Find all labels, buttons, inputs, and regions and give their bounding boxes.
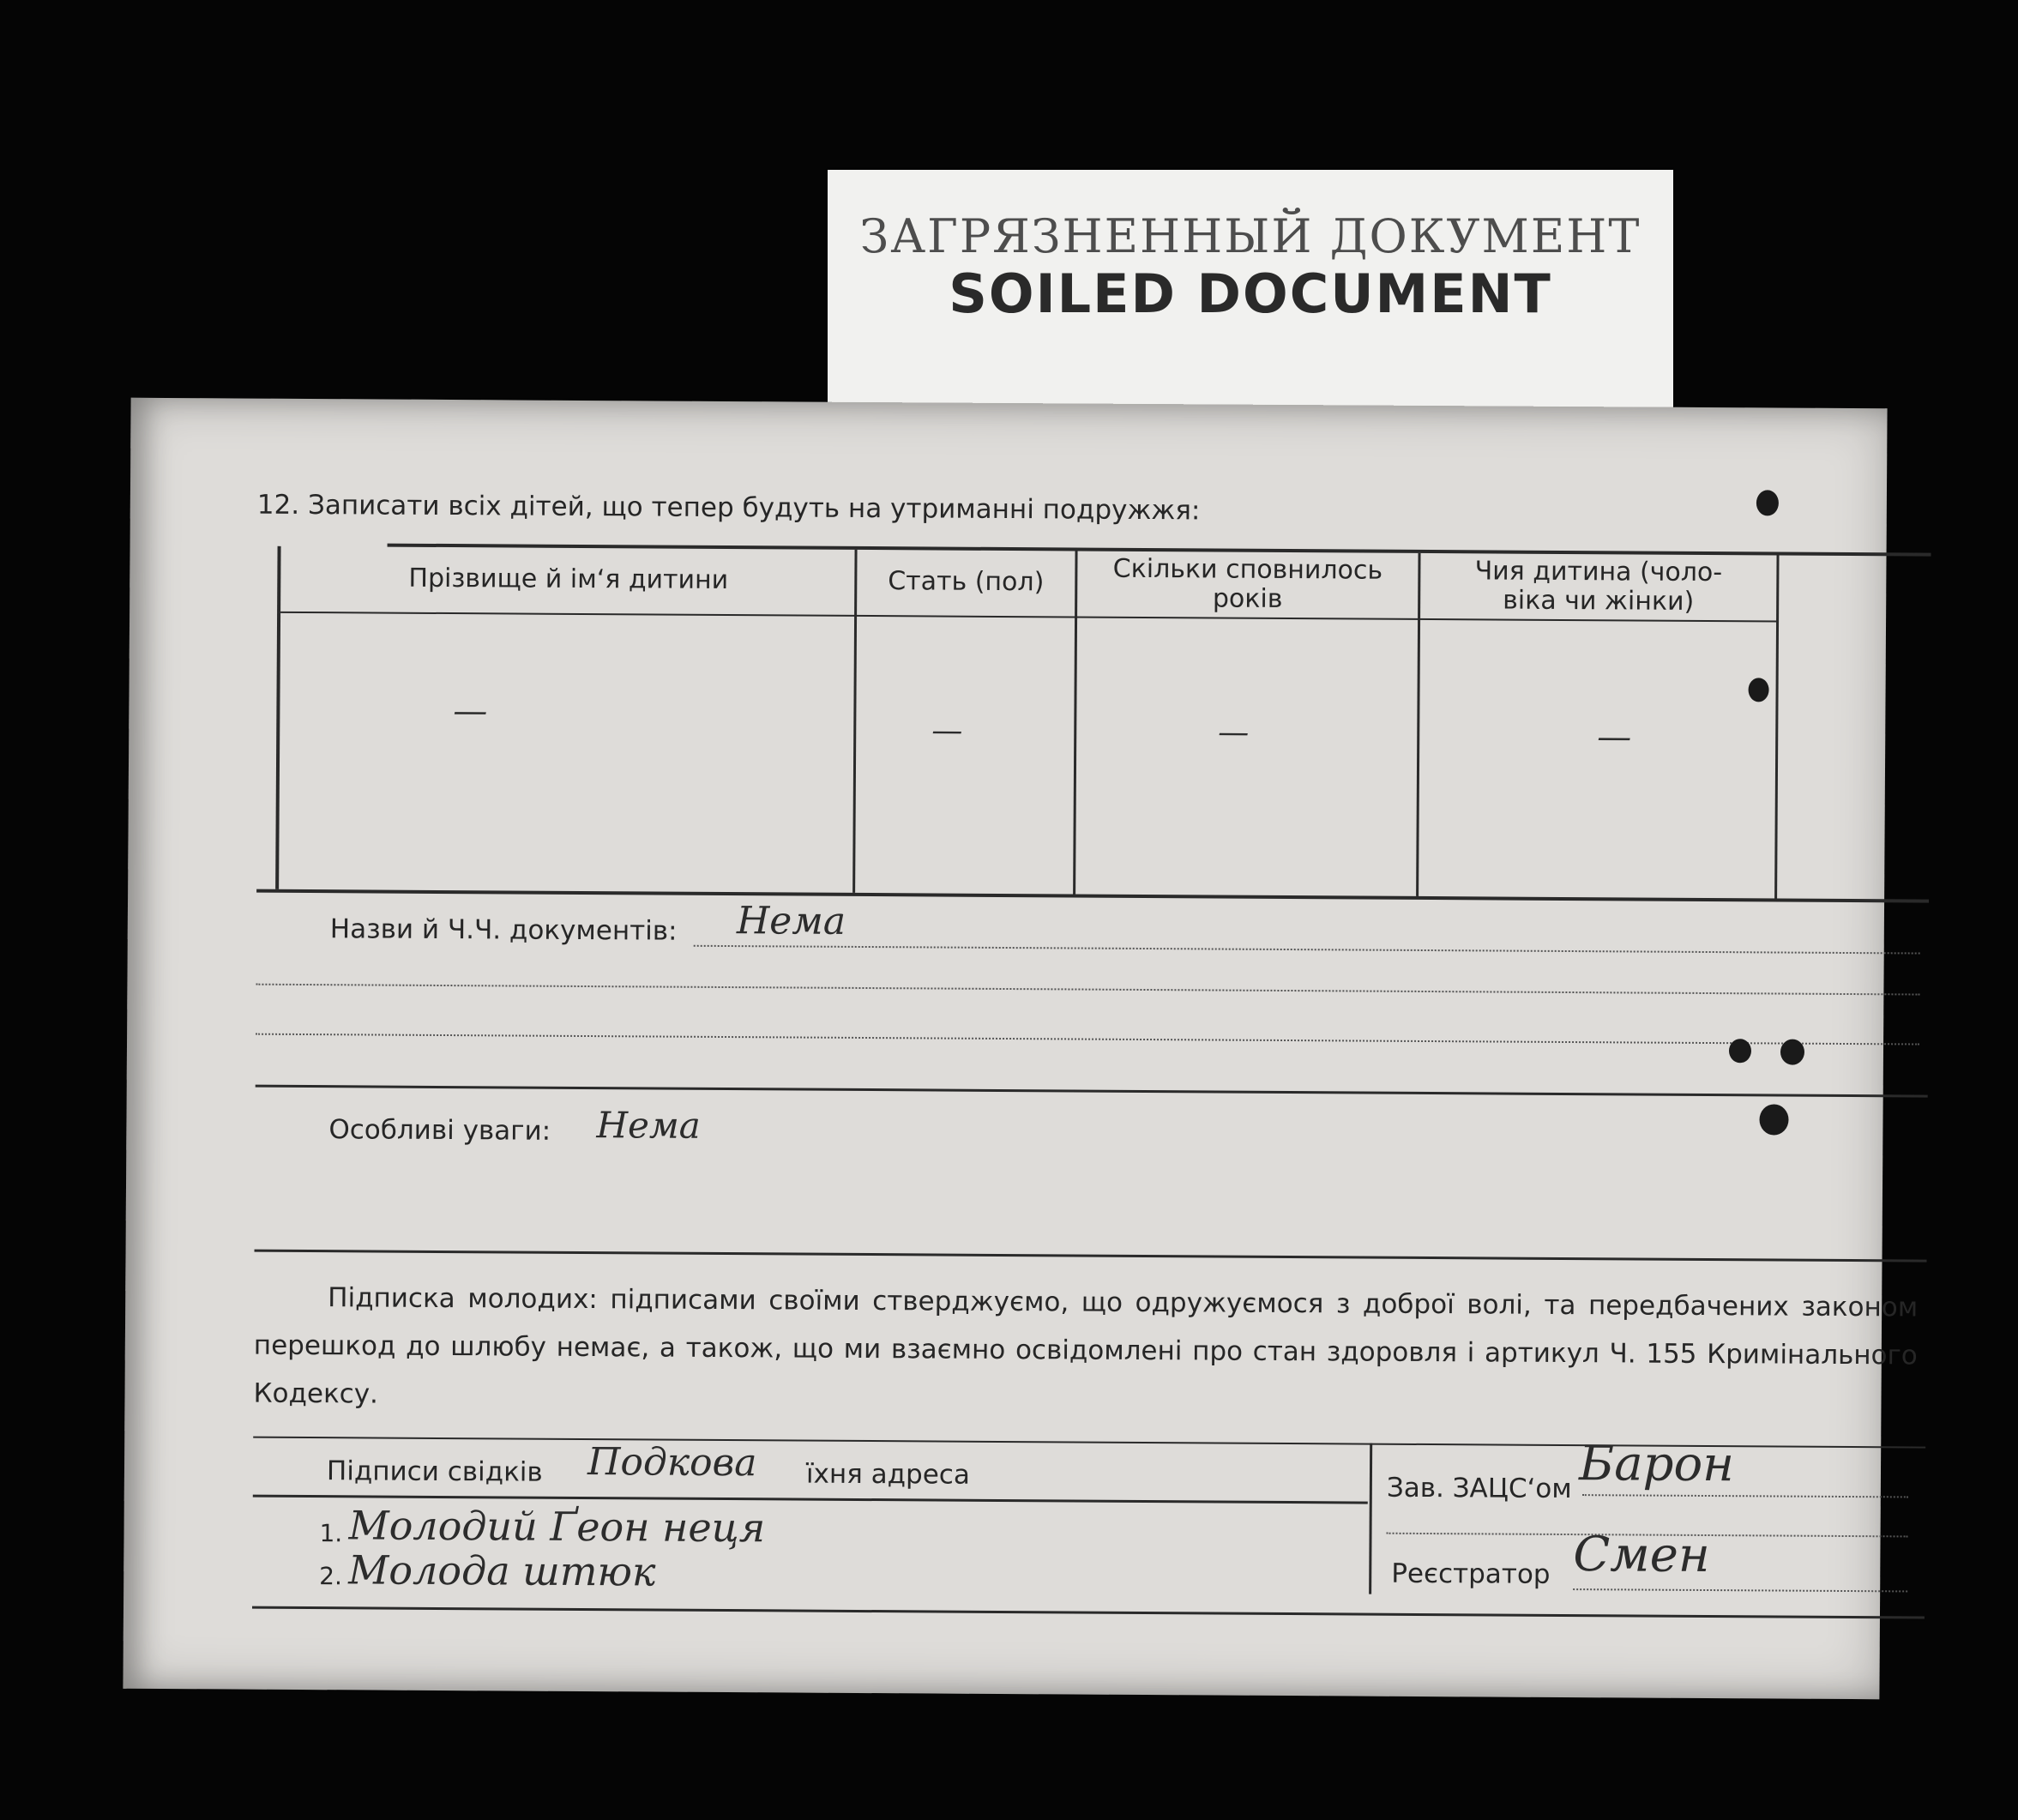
cell-whose-value: — <box>1597 717 1632 757</box>
head-signature: Барон <box>1578 1436 1735 1493</box>
section-divider <box>256 889 1929 903</box>
witnesses-label: Підписи свідків <box>326 1455 543 1488</box>
punch-hole <box>1780 1040 1804 1065</box>
remarks-label: Особливі уваги: <box>328 1114 551 1147</box>
table-left-border <box>275 546 280 889</box>
form-sheet <box>123 398 1919 1699</box>
table-col-divider <box>852 550 857 893</box>
cell-name-value: — <box>453 691 488 732</box>
section-12-heading: 12. Записати всіх дітей, що тепер будуть на утриманні подружжя: <box>256 489 1201 527</box>
column-header-whose-child: Чия дитина (чоло- віка чи жінки) <box>1474 556 1723 617</box>
punch-hole <box>1729 1039 1751 1063</box>
stamp-english: SOILED DOCUMENT <box>949 262 1552 325</box>
witness-signature: Подкова <box>587 1440 757 1486</box>
documents-label: Назви й Ч.Ч. документів: <box>329 913 678 947</box>
registrar-line <box>1573 1588 1907 1592</box>
punch-hole <box>1748 678 1768 702</box>
officials-divider <box>1369 1443 1372 1594</box>
punch-hole <box>1756 490 1779 515</box>
column-header-age: Скільки сповнилось років <box>1112 553 1383 614</box>
cell-age-value: — <box>1218 714 1250 750</box>
form-bottom-border <box>252 1606 1925 1619</box>
witness-row-2-signature: Молода штюк <box>348 1546 656 1595</box>
cell-sex-value: — <box>931 713 963 749</box>
section-divider <box>256 1085 1928 1098</box>
head-label: Зав. ЗАЦС‘ом <box>1386 1472 1572 1505</box>
registrar-signature: Смен <box>1573 1527 1710 1584</box>
remarks-value: Нема <box>596 1104 701 1147</box>
witness-row-1-signature: Молодий Ґеон неця <box>348 1502 766 1552</box>
witness-row-1-number: 1. <box>319 1519 343 1548</box>
witness-row-2-number: 2. <box>319 1562 343 1591</box>
stamp-russian: ЗАГРЯЗНЕННЫЙ ДОКУМЕНТ <box>859 209 1642 263</box>
declaration-text: Підписка молодих: підписами своїми стверджуємо, що одружуємося з доброї волі, та передбачених законом перешкод до шлюбу немає, а також, що ми взаємно освідомлені про стан здоровля і артикул Ч. 155 Кримінального Кодексу. <box>253 1282 1919 1410</box>
documents-value: Нема <box>736 899 846 943</box>
address-label: їхня адреса <box>805 1458 971 1491</box>
documents-line-1 <box>694 945 1920 955</box>
punch-hole <box>1759 1104 1788 1135</box>
column-header-sex: Стать (пол) <box>888 566 1045 598</box>
section-divider <box>255 1250 1927 1263</box>
documents-line-3 <box>256 1034 1919 1046</box>
column-header-name: Прізвище й ім‘я дитини <box>408 563 729 596</box>
soiled-document-label <box>828 170 1673 429</box>
registrar-label: Реєстратор <box>1391 1558 1551 1590</box>
head-line <box>1582 1494 1908 1498</box>
documents-line-2 <box>256 984 1919 996</box>
